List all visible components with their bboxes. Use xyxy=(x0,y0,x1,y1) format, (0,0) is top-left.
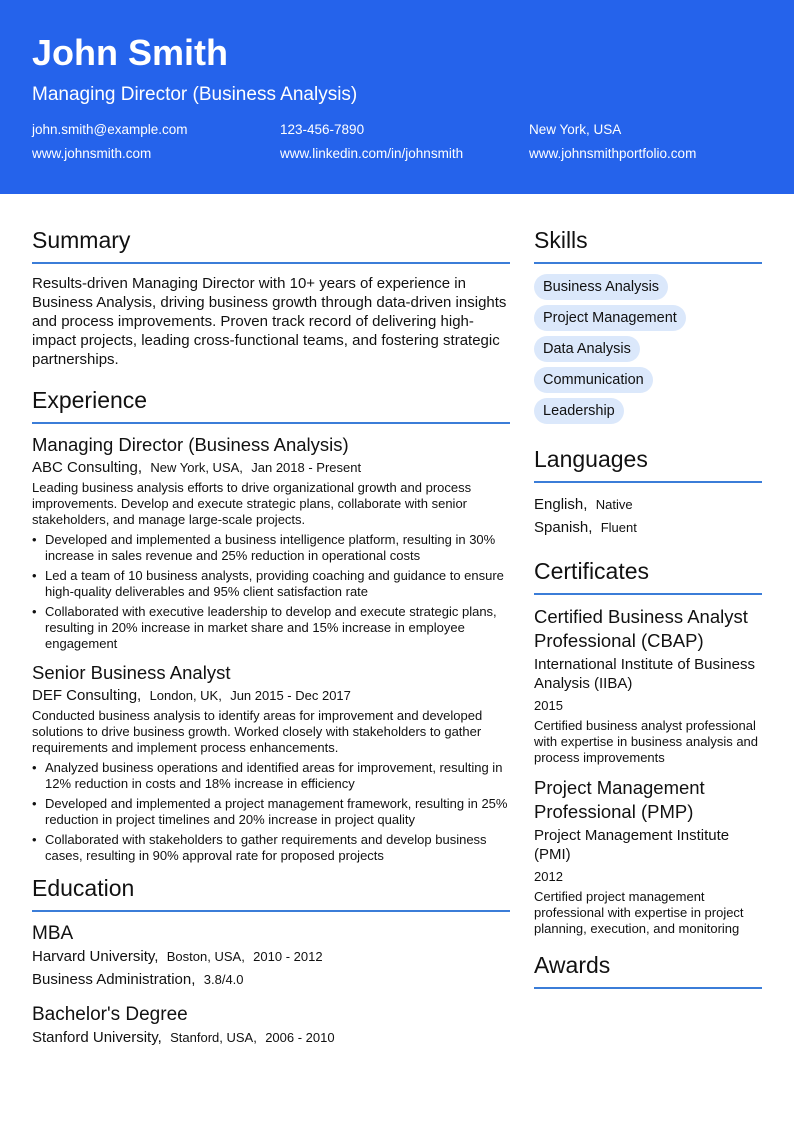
experience-section xyxy=(32,386,510,864)
job-title: Senior Business Analyst xyxy=(32,662,231,683)
education-degree: Bachelor's Degree xyxy=(32,1004,188,1025)
job-meta xyxy=(32,686,510,705)
job-bullet: • Led a team of 10 business analysts, providing coaching and guidance to ensure high-quality deliverables and 95% client satisfaction rate xyxy=(32,568,510,600)
job-description: Conducted business analysis to identify areas for improvement and developed solutions to drive business growth. Worked closely with stakeholders to gather requirements and implement process enhancements. xyxy=(32,708,483,755)
education-school: Stanford University, xyxy=(32,1029,162,1046)
candidate-name: John Smith xyxy=(32,32,228,73)
language-name: English, xyxy=(534,496,588,513)
education-field: Business Administration, xyxy=(32,971,196,988)
certificate-description: Certified project management professional with expertise in project planning, execution, and monitoring xyxy=(534,889,744,936)
certificate-entry xyxy=(534,776,762,937)
contact-linkedin[interactable]: www.linkedin.com/in/johnsmith xyxy=(280,146,464,161)
job-bullet: • Analyzed business operations and identified areas for improvement, resulting in 12% reduction in costs and 18% increase in efficiency xyxy=(32,760,510,792)
main-column xyxy=(32,226,510,1061)
skill-tag: Communication xyxy=(534,367,653,393)
skill-tag: Data Analysis xyxy=(534,336,640,362)
languages-section xyxy=(534,445,762,539)
job-location: New York, USA, xyxy=(150,460,243,475)
education-field-line xyxy=(32,968,510,991)
side-column xyxy=(534,226,762,999)
certificate-org: International Institute of Business Analysis (IIBA) xyxy=(534,656,755,692)
education-gpa: 3.8/4.0 xyxy=(203,972,244,987)
language-level: Native xyxy=(595,497,633,512)
language-item xyxy=(534,516,762,539)
job-entry xyxy=(32,662,510,864)
summary-text: Results-driven Managing Director with 10+ years of experience in Business Analysis, driving business growth through data-driven insights and process improvements. Proven track record of delivering high-impact projects, leading cross-functional teams, and fostering strategic partnerships. xyxy=(32,275,507,368)
education-school: Harvard University, xyxy=(32,948,159,965)
certificate-year: 2015 xyxy=(534,698,563,713)
job-bullets xyxy=(32,532,510,652)
job-title: Managing Director (Business Analysis) xyxy=(32,434,349,455)
job-dates: Jun 2015 - Dec 2017 xyxy=(230,688,351,703)
job-bullet: • Developed and implemented a project management framework, resulting in 25% reduction in project timelines and 20% increase in project quality xyxy=(32,796,510,828)
contact-email[interactable]: john.smith@example.com xyxy=(32,122,188,137)
certificate-description: Certified business analyst professional with expertise in business analysis and process improvements xyxy=(534,718,759,765)
skill-tag: Leadership xyxy=(534,398,624,424)
job-company: ABC Consulting, xyxy=(32,459,143,476)
certificates-section xyxy=(534,557,762,937)
experience-heading: Experience xyxy=(32,386,510,424)
candidate-title: Managing Director (Business Analysis) xyxy=(32,84,358,105)
language-item xyxy=(534,493,762,516)
summary-heading: Summary xyxy=(32,226,510,264)
job-company: DEF Consulting, xyxy=(32,687,142,704)
education-location: Stanford, USA, xyxy=(170,1030,257,1045)
education-section xyxy=(32,874,510,1049)
education-school-line xyxy=(32,945,510,968)
contact-website[interactable]: www.johnsmith.com xyxy=(32,146,152,161)
job-entry xyxy=(32,434,510,652)
education-school-line xyxy=(32,1026,510,1049)
education-location: Boston, USA, xyxy=(166,949,245,964)
summary-section xyxy=(32,226,510,369)
certificate-name: Project Management Professional (PMP) xyxy=(534,777,705,822)
education-entry xyxy=(32,1003,510,1049)
contact-portfolio[interactable]: www.johnsmithportfolio.com xyxy=(529,146,697,161)
education-heading: Education xyxy=(32,874,510,912)
skill-tag: Business Analysis xyxy=(534,274,668,300)
language-level: Fluent xyxy=(600,520,637,535)
job-bullets xyxy=(32,760,510,864)
job-dates: Jan 2018 - Present xyxy=(251,460,362,475)
certificate-name: Certified Business Analyst Professional (CBAP) xyxy=(534,606,748,651)
education-degree: MBA xyxy=(32,923,74,944)
job-description: Leading business analysis efforts to drive organizational growth and process improvements. Develop and execute strategic plans, collaborate with senior stakeholders, and manage large-scale projects. xyxy=(32,480,472,527)
certificate-entry xyxy=(534,605,762,766)
job-bullet: • Developed and implemented a business intelligence platform, resulting in 30% increase in sales revenue and 25% reduction in operational costs xyxy=(32,532,510,564)
skills-heading: Skills xyxy=(534,226,762,264)
awards-heading: Awards xyxy=(534,951,762,989)
certificate-org: Project Management Institute (PMI) xyxy=(534,827,730,863)
education-dates: 2010 - 2012 xyxy=(253,949,323,964)
education-dates: 2006 - 2010 xyxy=(265,1030,335,1045)
contact-location: New York, USA xyxy=(529,122,622,137)
job-meta xyxy=(32,458,510,477)
languages-heading: Languages xyxy=(534,445,762,483)
skills-section xyxy=(534,226,762,429)
awards-section xyxy=(534,951,762,989)
job-bullet: • Collaborated with stakeholders to gather requirements and develop business cases, resulting in 90% approval rate for proposed projects xyxy=(32,832,510,864)
job-bullet: • Collaborated with executive leadership to develop and execute strategic plans, resulting in 20% increase in market share and 15% increase in employee engagement xyxy=(32,604,510,652)
certificates-heading: Certificates xyxy=(534,557,762,595)
contact-phone[interactable]: 123-456-7890 xyxy=(280,122,365,137)
education-entry xyxy=(32,922,510,991)
certificate-year: 2012 xyxy=(534,869,563,884)
language-name: Spanish, xyxy=(534,519,593,536)
job-location: London, UK, xyxy=(149,688,222,703)
skill-tag: Project Management xyxy=(534,305,686,331)
resume-header xyxy=(0,0,794,194)
